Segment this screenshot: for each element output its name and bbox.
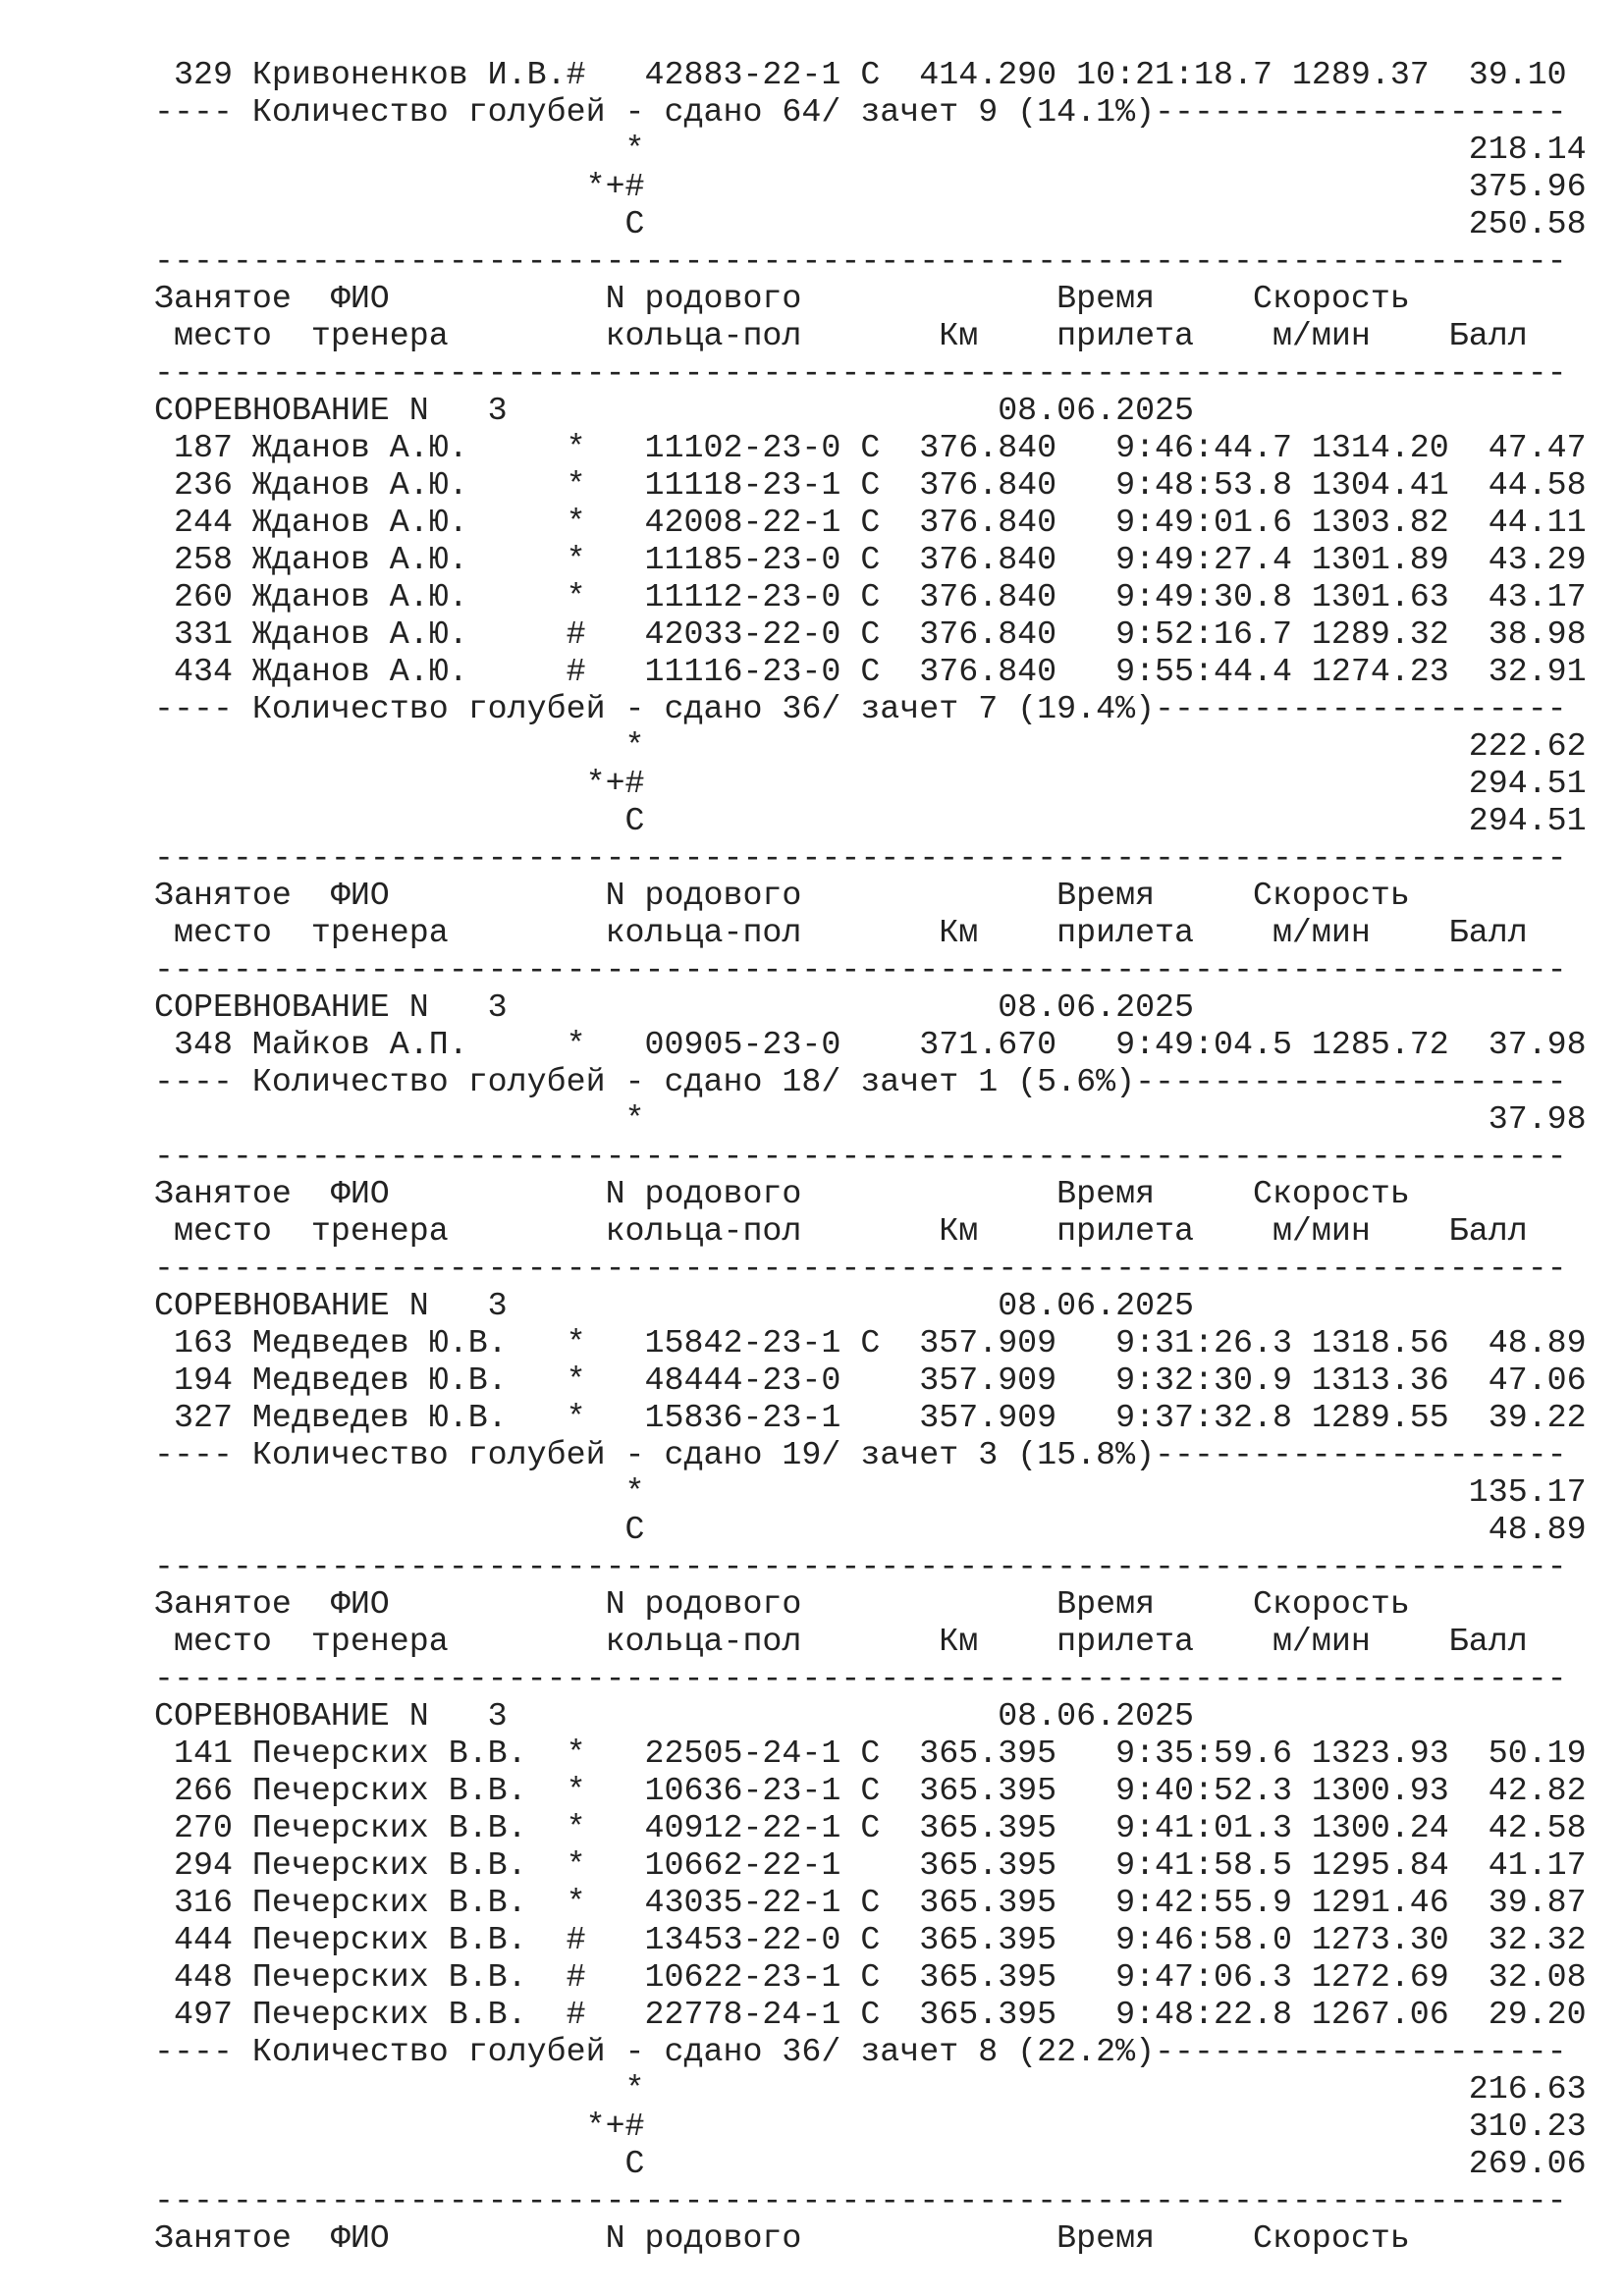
points-subtotal-line: С 48.89 <box>154 1511 1587 1548</box>
result-row: 497 Печерских В.В. # 22778-24-1 С 365.395 9:48:22.8 1267.06 29.20 <box>154 1996 1587 2033</box>
separator-line: ------------------------------------------------------------------------ <box>154 1548 1567 1585</box>
pigeon-count-summary-line: ---- Количество голубей - сдано 19/ зачет 3 (15.8%)--------------------- <box>154 1436 1567 1473</box>
separator-line: ------------------------------------------------------------------------ <box>154 242 1567 280</box>
competition-results-report <box>154 56 1587 2257</box>
result-row: 270 Печерских В.В. * 40912-22-1 С 365.395 9:41:01.3 1300.24 42.58 <box>154 1809 1587 1846</box>
points-subtotal-line: С 250.58 <box>154 205 1587 242</box>
result-row: 294 Печерских В.В. * 10662-22-1 365.395 9:41:58.5 1295.84 41.17 <box>154 1846 1587 1884</box>
table-header-line: Занятое ФИО N родового Время Скорость <box>154 1175 1410 1212</box>
result-row: 258 Жданов А.Ю. * 11185-23-0 С 376.840 9:49:27.4 1301.89 43.29 <box>154 541 1587 578</box>
table-header-line: Занятое ФИО N родового Время Скорость <box>154 1585 1410 1623</box>
result-row: 331 Жданов А.Ю. # 42033-22-0 С 376.840 9:52:16.7 1289.32 38.98 <box>154 615 1587 653</box>
points-subtotal-line: * 37.98 <box>154 1100 1587 1138</box>
table-header-line: место тренера кольца-пол Км прилета м/мин Балл <box>154 1212 1528 1250</box>
separator-line: ------------------------------------------------------------------------ <box>154 354 1567 392</box>
pigeon-count-summary-line: ---- Количество голубей - сдано 64/ зачет 9 (14.1%)--------------------- <box>154 93 1567 131</box>
table-header-line: место тренера кольца-пол Км прилета м/мин Балл <box>154 317 1528 354</box>
separator-line: ------------------------------------------------------------------------ <box>154 1250 1567 1287</box>
result-row: 260 Жданов А.Ю. * 11112-23-0 С 376.840 9:49:30.8 1301.63 43.17 <box>154 578 1587 615</box>
result-row: 448 Печерских В.В. # 10622-23-1 С 365.395 9:47:06.3 1272.69 32.08 <box>154 1958 1587 1996</box>
competition-heading-line: СОРЕВНОВАНИЕ N 3 08.06.2025 <box>154 1697 1195 1735</box>
competition-heading-line: СОРЕВНОВАНИЕ N 3 08.06.2025 <box>154 1287 1195 1324</box>
result-row: 244 Жданов А.Ю. * 42008-22-1 С 376.840 9:49:01.6 1303.82 44.11 <box>154 504 1587 541</box>
competition-heading-line: СОРЕВНОВАНИЕ N 3 08.06.2025 <box>154 392 1195 429</box>
result-row: 329 Кривоненков И.В.# 42883-22-1 С 414.290 10:21:18.7 1289.37 39.10 <box>154 56 1567 93</box>
points-subtotal-line: * 222.62 <box>154 727 1587 765</box>
separator-line: ------------------------------------------------------------------------ <box>154 839 1567 877</box>
result-row: 141 Печерских В.В. * 22505-24-1 С 365.395 9:35:59.6 1323.93 50.19 <box>154 1735 1587 1772</box>
table-header-line: место тренера кольца-пол Км прилета м/мин Балл <box>154 914 1528 951</box>
points-subtotal-line: *+# 310.23 <box>154 2108 1587 2145</box>
result-row: 163 Медведев Ю.В. * 15842-23-1 С 357.909 9:31:26.3 1318.56 48.89 <box>154 1324 1587 1362</box>
pigeon-count-summary-line: ---- Количество голубей - сдано 36/ зачет 7 (19.4%)--------------------- <box>154 690 1567 727</box>
result-row: 187 Жданов А.Ю. * 11102-23-0 С 376.840 9:46:44.7 1314.20 47.47 <box>154 429 1587 466</box>
result-row: 236 Жданов А.Ю. * 11118-23-1 С 376.840 9:48:53.8 1304.41 44.58 <box>154 466 1587 504</box>
points-subtotal-line: *+# 294.51 <box>154 765 1587 802</box>
pigeon-count-summary-line: ---- Количество голубей - сдано 36/ зачет 8 (22.2%)--------------------- <box>154 2033 1567 2070</box>
result-row: 316 Печерских В.В. * 43035-22-1 С 365.395 9:42:55.9 1291.46 39.87 <box>154 1884 1587 1921</box>
competition-heading-line: СОРЕВНОВАНИЕ N 3 08.06.2025 <box>154 988 1195 1026</box>
points-subtotal-line: *+# 375.96 <box>154 168 1587 205</box>
result-row: 434 Жданов А.Ю. # 11116-23-0 С 376.840 9:55:44.4 1274.23 32.91 <box>154 653 1587 690</box>
points-subtotal-line: * 218.14 <box>154 131 1587 168</box>
table-header-line: Занятое ФИО N родового Время Скорость <box>154 877 1410 914</box>
points-subtotal-line: С 269.06 <box>154 2145 1587 2182</box>
separator-line: ------------------------------------------------------------------------ <box>154 951 1567 988</box>
result-row: 444 Печерских В.В. # 13453-22-0 С 365.395 9:46:58.0 1273.30 32.32 <box>154 1921 1587 1958</box>
separator-line: ------------------------------------------------------------------------ <box>154 1660 1567 1697</box>
result-row: 327 Медведев Ю.В. * 15836-23-1 357.909 9:37:32.8 1289.55 39.22 <box>154 1399 1587 1436</box>
points-subtotal-line: С 294.51 <box>154 802 1587 839</box>
pigeon-count-summary-line: ---- Количество голубей - сдано 18/ зачет 1 (5.6%)---------------------- <box>154 1063 1567 1100</box>
separator-line: ------------------------------------------------------------------------ <box>154 1138 1567 1175</box>
separator-line: ------------------------------------------------------------------------ <box>154 2182 1567 2219</box>
result-row: 194 Медведев Ю.В. * 48444-23-0 357.909 9:32:30.9 1313.36 47.06 <box>154 1362 1587 1399</box>
table-header-line: место тренера кольца-пол Км прилета м/мин Балл <box>154 1623 1528 1660</box>
points-subtotal-line: * 135.17 <box>154 1473 1587 1511</box>
result-row: 266 Печерских В.В. * 10636-23-1 С 365.395 9:40:52.3 1300.93 42.82 <box>154 1772 1587 1809</box>
points-subtotal-line: * 216.63 <box>154 2070 1587 2108</box>
table-header-line: Занятое ФИО N родового Время Скорость <box>154 280 1410 317</box>
result-row: 348 Майков А.П. * 00905-23-0 371.670 9:49:04.5 1285.72 37.98 <box>154 1026 1587 1063</box>
table-header-line: Занятое ФИО N родового Время Скорость <box>154 2219 1410 2257</box>
